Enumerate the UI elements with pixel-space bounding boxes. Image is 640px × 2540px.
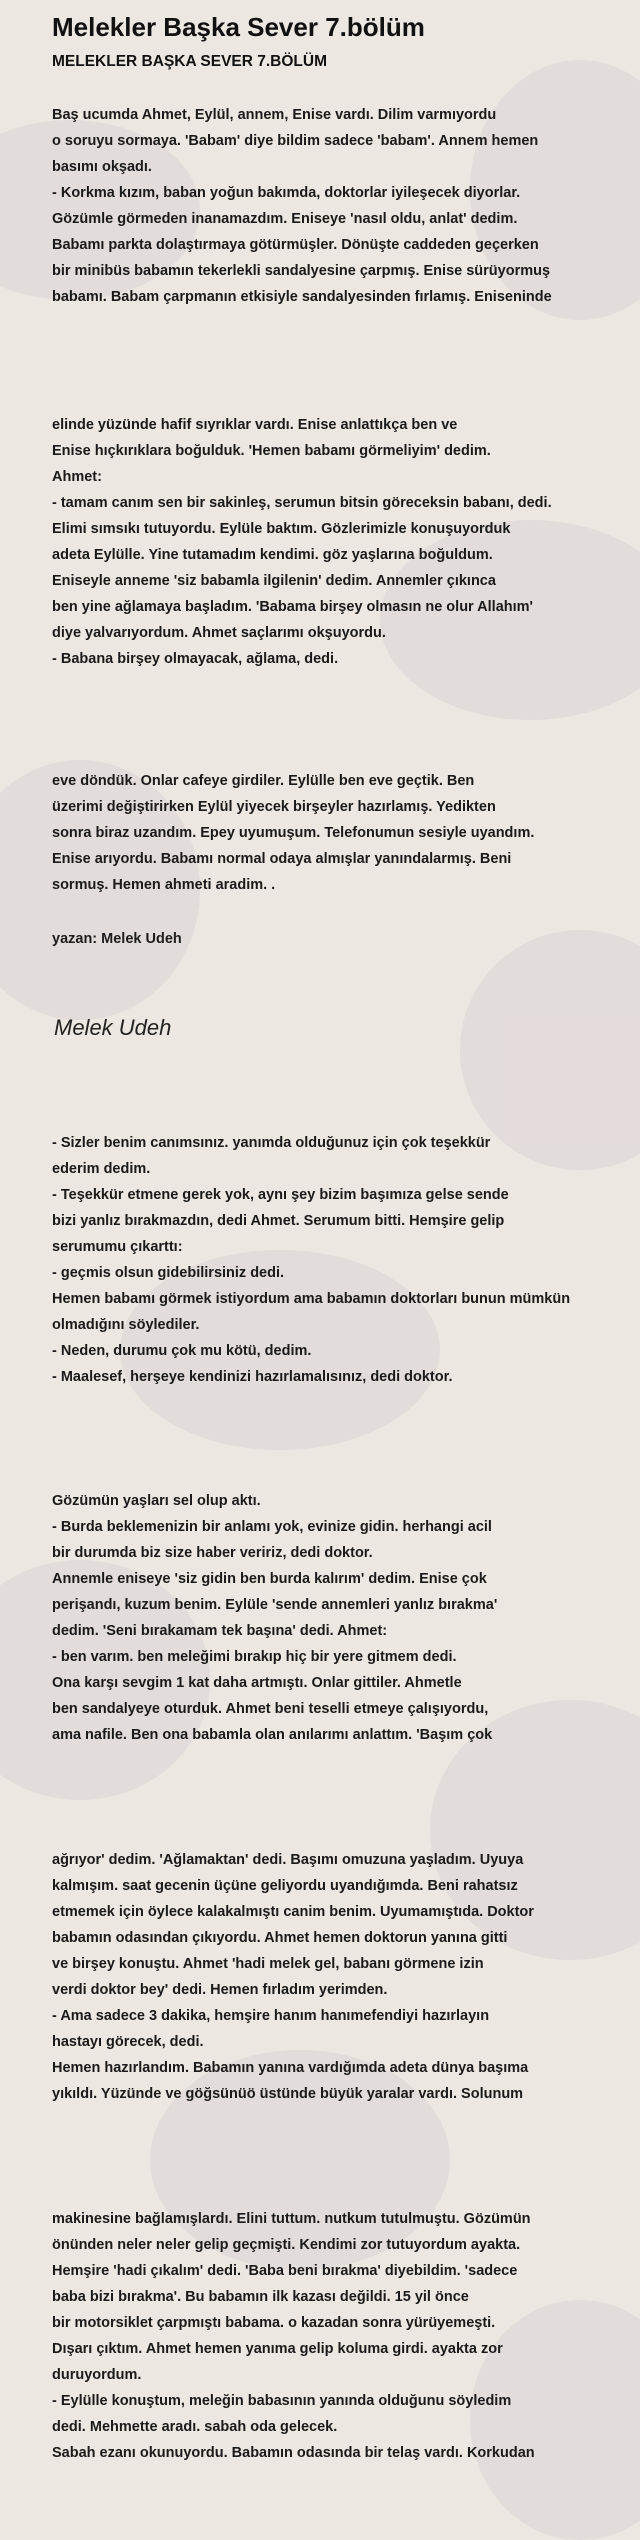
text-line: eve döndük. Onlar cafeye girdiler. Eylülle ben eve geçtik. Ben bbox=[52, 773, 475, 789]
text-line: bizi yanlız bırakmazdın, dedi Ahmet. Serumum bitti. Hemşire gelip bbox=[52, 1213, 505, 1229]
text-line: - Neden, durumu çok mu kötü, dedim. bbox=[52, 1343, 312, 1359]
text-line: Elimi sımsıkı tutuyordu. Eylüle baktım. Gözlerimizle konuşuyorduk bbox=[52, 521, 511, 537]
text-line: - Korkma kızım, baban yoğun bakımda, doktorlar iyileşecek diyorlar. bbox=[52, 185, 521, 201]
text-line: elinde yüzünde hafif sıyrıklar vardı. Enise anlattıkça ben ve bbox=[52, 417, 458, 433]
text-line: Ahmet: bbox=[52, 469, 102, 485]
text-line: Sabah ezanı okunuyordu. Babamın odasında bir telaş vardı. Korkudan bbox=[52, 2445, 535, 2461]
text-line: bir minibüs babamın tekerlekli sandalyesine çarpmış. Enise sürüyormuş bbox=[52, 263, 551, 279]
text-section-6 bbox=[52, 1847, 637, 2107]
text-line: makinesine bağlamışlardı. Elini tuttum. nutkum tutulmuştu. Gözümün bbox=[52, 2211, 531, 2227]
text-section-2 bbox=[52, 412, 637, 672]
text-line: baba bizi bırakma'. Bu babamın ilk kazası değildi. 15 yil önce bbox=[52, 2289, 469, 2305]
text-line: - Teşekkür etmene gerek yok, aynı şey bizim başımıza gelse sende bbox=[52, 1187, 509, 1203]
text-line: - tamam canım sen bir sakinleş, serumun bitsin göreceksin babanı, dedi. bbox=[52, 495, 552, 511]
text-line: ve birşey konuştu. Ahmet 'hadi melek gel, babanı görmene izin bbox=[52, 1956, 484, 1972]
text-section-4 bbox=[52, 1130, 637, 1390]
text-line: Eniseyle anneme 'siz babamla ilgilenin' dedim. Annemler çıkınca bbox=[52, 573, 496, 589]
text-line: hastayı görecek, dedi. bbox=[52, 2034, 204, 2050]
text-line: adeta Eylülle. Yine tutamadım kendimi. göz yaşlarına boğuldum. bbox=[52, 547, 493, 563]
text-line: kalmışım. saat gecenin üçüne geliyordu uyandığımda. Beni rahatsız bbox=[52, 1878, 518, 1894]
text-line: Dışarı çıktım. Ahmet hemen yanıma gelip koluma girdi. ayakta zor bbox=[52, 2341, 503, 2357]
text-section-1 bbox=[52, 102, 637, 310]
text-line: Enise hıçkırıklara boğulduk. 'Hemen babamı görmeliyim' dedim. bbox=[52, 443, 491, 459]
article-title: Melekler Başka Sever 7.bölüm bbox=[52, 12, 425, 42]
text-line: - ben varım. ben meleğimi bırakıp hiç bir yere gitmem dedi. bbox=[52, 1649, 457, 1665]
text-line: Annemle eniseye 'siz gidin ben burda kalırım' dedim. Enise çok bbox=[52, 1571, 487, 1587]
text-line: - geçmis olsun gidebilirsiniz dedi. bbox=[52, 1265, 285, 1281]
text-line: babamı. Babam çarpmanın etkisiyle sandalyesinden fırlamış. Eniseninde bbox=[52, 289, 552, 305]
text-line: perişandı, kuzum benim. Eylüle 'sende annemleri yanlız bırakma' bbox=[52, 1597, 498, 1613]
text-line: ağrıyor' dedim. 'Ağlamaktan' dedi. Başımı omuzuna yaşladım. Uyuya bbox=[52, 1852, 524, 1868]
author-signature: Melek Udeh bbox=[54, 1015, 172, 1040]
text-line: babamın odasından çıkıyordu. Ahmet hemen doktorun yanına gitti bbox=[52, 1930, 508, 1946]
text-line: Hemen hazırlandım. Babamın yanına vardığımda adeta dünya başıma bbox=[52, 2060, 529, 2076]
text-line: sormuş. Hemen ahmeti aradim. . bbox=[52, 877, 276, 893]
text-line: - Babana birşey olmayacak, ağlama, dedi. bbox=[52, 651, 339, 667]
text-line: - Sizler benim canımsınız. yanımda olduğunuz için çok teşekkür bbox=[52, 1135, 491, 1151]
author-line: yazan: Melek Udeh bbox=[52, 931, 182, 947]
text-line: önünden neler neler gelip geçmişti. Kendimi zor tutuyordum ayakta. bbox=[52, 2237, 521, 2253]
text-line: bir durumda biz size haber veririz, dedi doktor. bbox=[52, 1545, 373, 1561]
text-line: Hemşire 'hadi çıkalım' dedi. 'Baba beni bırakma' diyebildim. 'sadece bbox=[52, 2263, 518, 2279]
text-line: dedim. 'Seni bırakamam tek başına' dedi. Ahmet: bbox=[52, 1623, 388, 1639]
text-line: serumumu çıkarttı: bbox=[52, 1239, 183, 1255]
text-section-3 bbox=[52, 768, 637, 898]
text-line: - Ama sadece 3 dakika, hemşire hanım hanımefendiyi hazırlayın bbox=[52, 2008, 490, 2024]
text-line: Hemen babamı görmek istiyordum ama babamın doktorları bunun mümkün bbox=[52, 1291, 571, 1307]
text-line: yıkıldı. Yüzünde ve göğsünüö üstünde büyük yaralar vardı. Solunum bbox=[52, 2086, 524, 2102]
text-line: Baş ucumda Ahmet, Eylül, annem, Enise vardı. Dilim varmıyordu bbox=[52, 107, 497, 123]
text-line: o soruyu sormaya. 'Babam' diye bildim sadece 'babam'. Annem hemen bbox=[52, 133, 539, 149]
text-line: Babamı parkta dolaştırmaya götürmüşler. Dönüşte caddeden geçerken bbox=[52, 237, 539, 253]
article-subtitle: MELEKLER BAŞKA SEVER 7.BÖLÜM bbox=[52, 53, 328, 70]
text-line: ama nafile. Ben ona babamla olan anılarımı anlattım. 'Başım çok bbox=[52, 1727, 493, 1743]
text-line: üzerimi değiştirirken Eylül yiyecek birşeyler hazırlamış. Yedikten bbox=[52, 799, 496, 815]
text-line: Enise arıyordu. Babamı normal odaya almışlar yanındalarmış. Beni bbox=[52, 851, 512, 867]
text-line: dedi. Mehmette aradı. sabah oda gelecek. bbox=[52, 2419, 338, 2435]
text-line: Gözümle görmeden inanamazdım. Eniseye 'nasıl oldu, anlat' dedim. bbox=[52, 211, 518, 227]
text-line: ederim dedim. bbox=[52, 1161, 151, 1177]
text-line: verdi doktor bey' dedi. Hemen fırladım yerimden. bbox=[52, 1982, 388, 1998]
text-line: - Eylülle konuştum, meleğin babasının yanında olduğunu söyledim bbox=[52, 2393, 512, 2409]
text-line: - Burda beklemenizin bir anlamı yok, evinize gidin. herhangi acil bbox=[52, 1519, 492, 1535]
text-line: diye yalvarıyordum. Ahmet saçlarımı okşuyordu. bbox=[52, 625, 386, 641]
text-line: basımı okşadı. bbox=[52, 159, 152, 175]
text-line: olmadığını söylediler. bbox=[52, 1317, 200, 1333]
text-line: Gözümün yaşları sel olup aktı. bbox=[52, 1493, 261, 1509]
text-line: bir motorsiklet çarpmıştı babama. o kazadan sonra yürüyemeşti. bbox=[52, 2315, 496, 2331]
text-line: - Maalesef, herşeye kendinizi hazırlamalısınız, dedi doktor. bbox=[52, 1369, 453, 1385]
text-line: duruyordum. bbox=[52, 2367, 142, 2383]
text-line: sonra biraz uzandım. Epey uyumuşum. Telefonumun sesiyle uyandım. bbox=[52, 825, 535, 841]
text-line: Ona karşı sevgim 1 kat daha artmıştı. Onlar gittiler. Ahmetle bbox=[52, 1675, 462, 1691]
text-line: etmemek için öylece kalakalmıştı canim benim. Uyumamıştıda. Doktor bbox=[52, 1904, 534, 1920]
text-section-7 bbox=[52, 2206, 637, 2466]
text-line: ben sandalyeye oturduk. Ahmet beni teselli etmeye çalışıyordu, bbox=[52, 1701, 489, 1717]
text-line: ben yine ağlamaya başladım. 'Babama birşey olmasın ne olur Allahım' bbox=[52, 599, 533, 615]
text-section-5 bbox=[52, 1488, 637, 1748]
